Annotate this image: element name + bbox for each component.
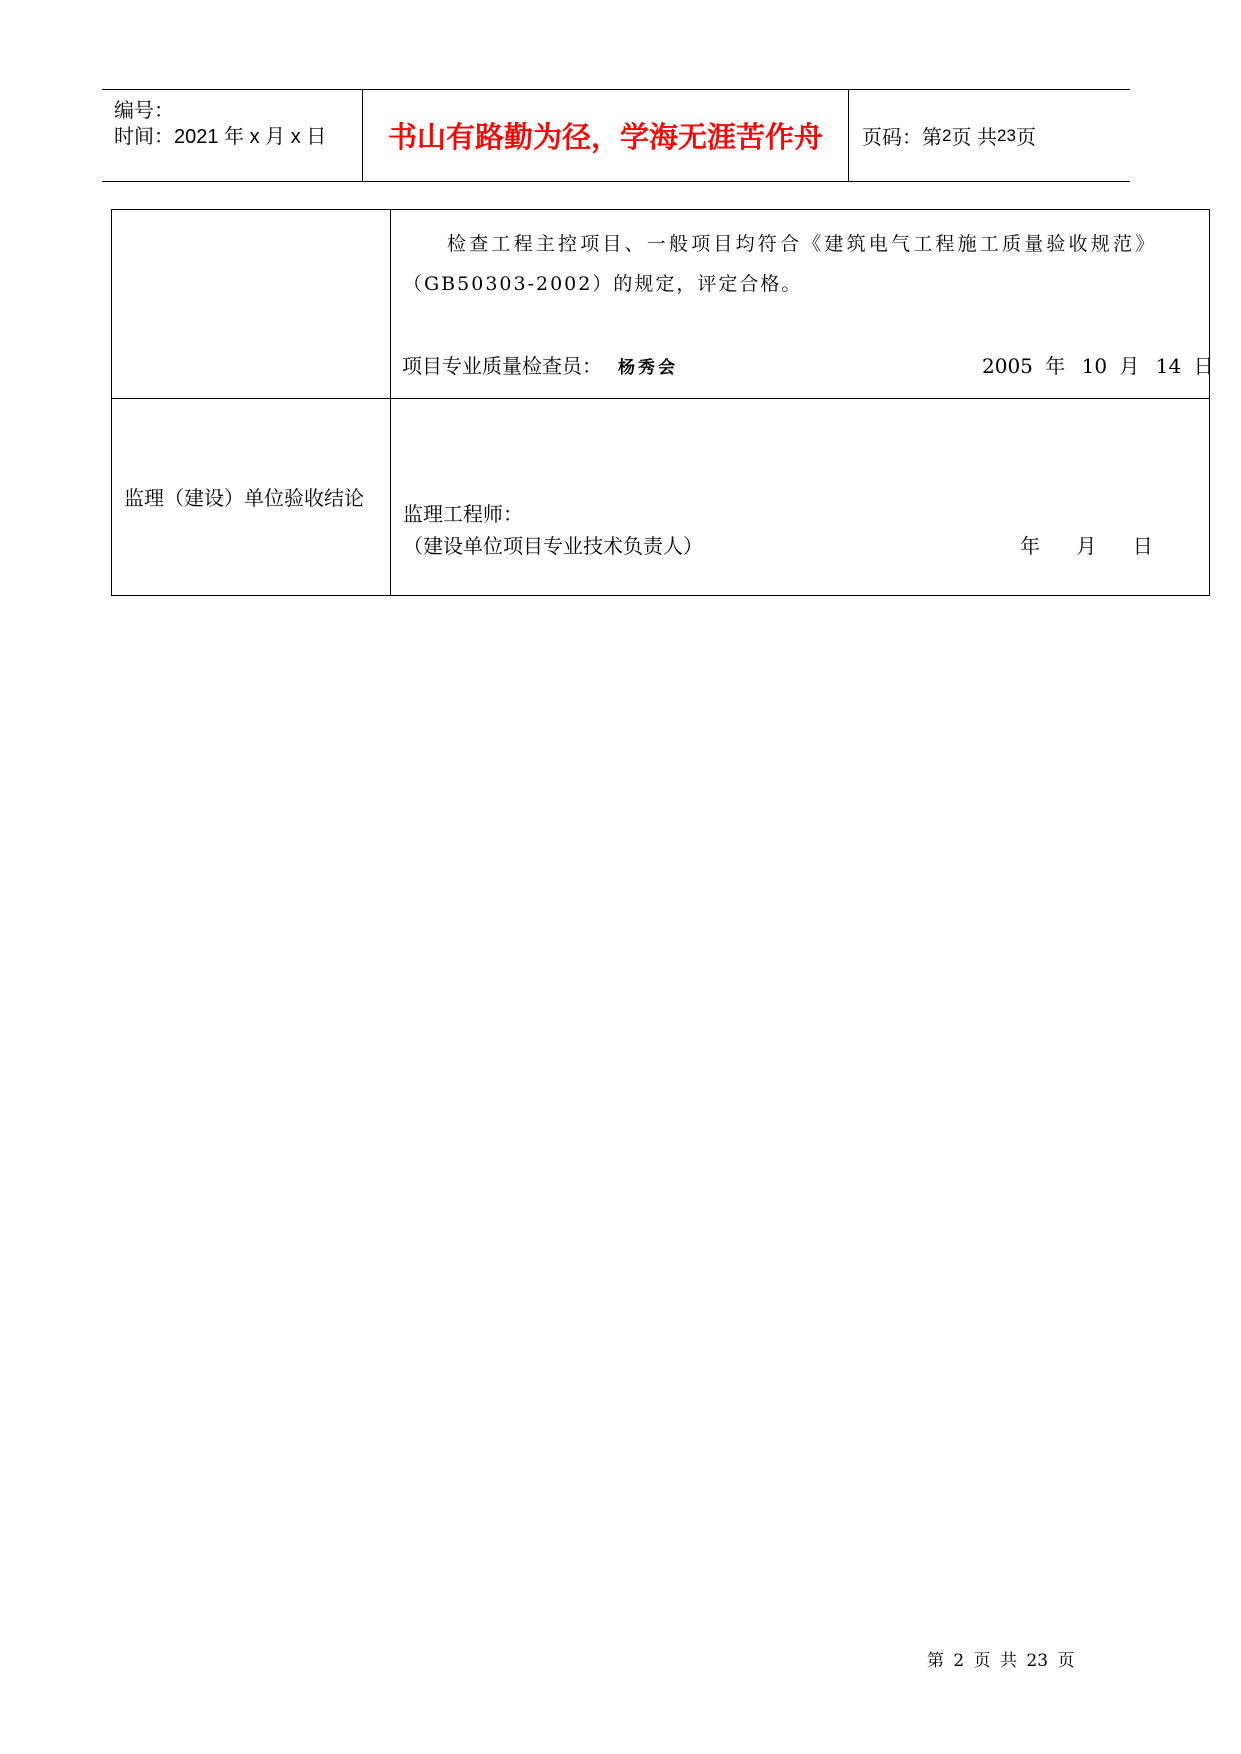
page-prefix: 页码：第 <box>862 127 942 149</box>
table-row-divider <box>112 398 1209 399</box>
header-meta <box>102 90 363 181</box>
inspector-line <box>402 350 678 379</box>
page-total: 23 <box>997 125 1016 145</box>
supervision-date-day: 日 <box>1132 534 1153 558</box>
document-time: 时间：2021 年 x 月 x 日 <box>114 126 327 148</box>
supervision-date <box>1020 530 1183 559</box>
page-header <box>102 89 1130 182</box>
inspection-date-month: 10 月 <box>1081 354 1140 378</box>
page-suffix: 页 <box>1015 127 1036 149</box>
inspection-paragraph-2: （GB50303-2002）的规定，评定合格。 <box>403 273 803 295</box>
inspection-date-day: 14 日 <box>1155 354 1214 378</box>
supervision-label: 监理（建设）单位验收结论 <box>124 486 364 510</box>
header-page-number <box>849 90 1130 181</box>
supervision-representative-label: （建设单位项目专业技术负责人） <box>403 534 703 558</box>
page-footer: 第 2 页 共 23 页 <box>927 1651 1075 1671</box>
inspection-conclusion <box>403 224 1203 304</box>
supervision-date-month: 月 <box>1076 534 1097 558</box>
document-number-label: 编号： <box>114 100 174 122</box>
inspector-label: 项目专业质量检查员： <box>402 354 602 378</box>
inspection-date <box>982 350 1218 379</box>
table-column-divider <box>390 210 391 595</box>
page-current: 2 <box>942 125 952 145</box>
inspection-paragraph-1: 检查工程主控项目、一般项目均符合《建筑电气工程施工质量验收规范》 <box>447 233 1158 255</box>
inspector-signature: 杨秀会 <box>618 358 678 378</box>
page-mid: 页 共 <box>951 127 998 149</box>
header-motto: 书山有路勤为径，学海无涯苦作舟 <box>363 90 849 181</box>
supervision-date-year: 年 <box>1020 534 1040 558</box>
acceptance-table <box>111 209 1214 596</box>
supervision-engineer-label: 监理工程师： <box>403 502 523 526</box>
inspection-date-year: 2005 年 <box>982 354 1066 378</box>
